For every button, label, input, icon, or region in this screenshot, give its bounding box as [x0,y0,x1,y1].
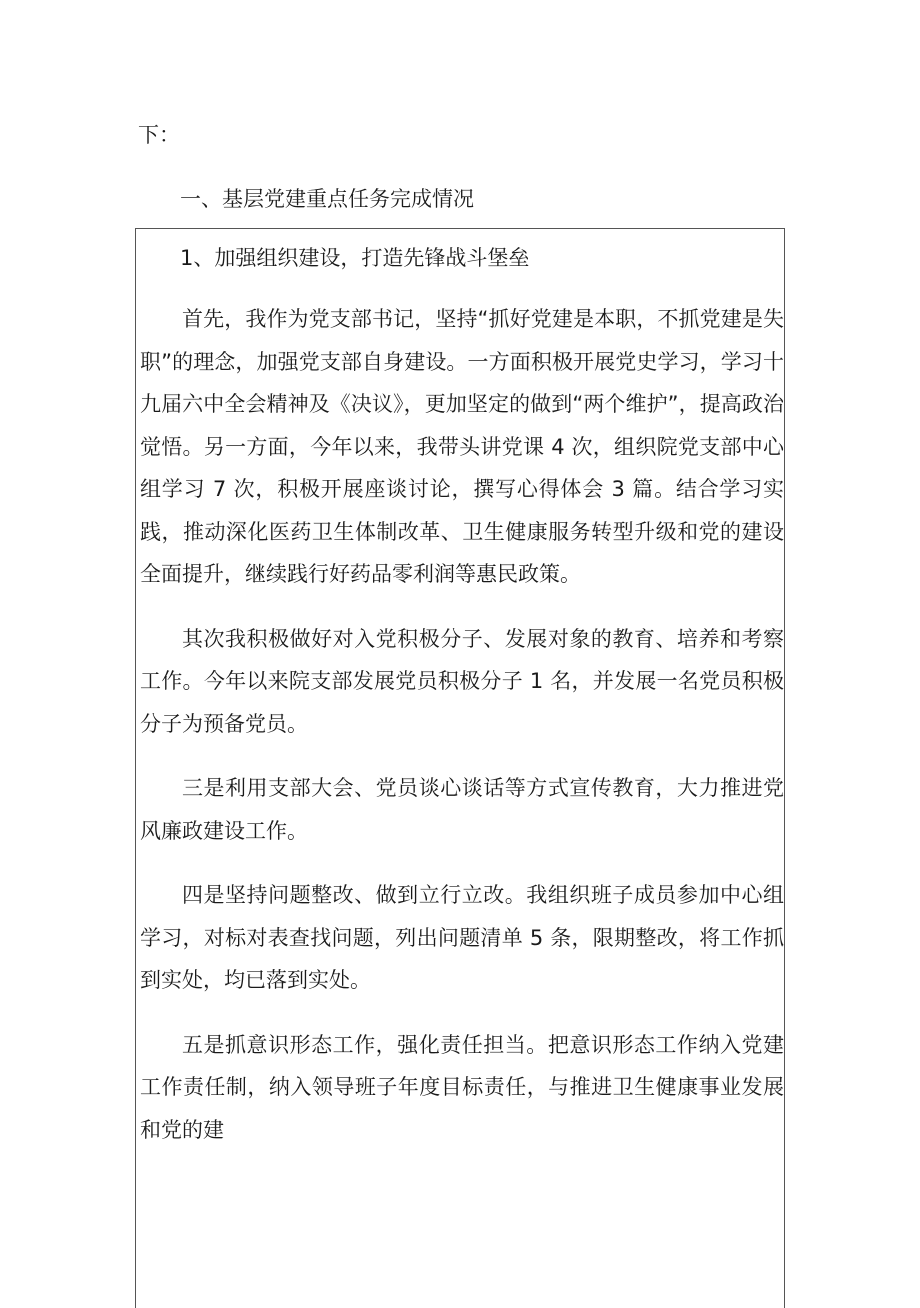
paragraph: 首先，我作为党支部书记，坚持“抓好党建是本职，不抓党建是失职”的理念，加强党支部自身建设。一方面积极开展党史学习，学习十九届六中全会精神及《决议》，更加坚定的做到“两个维护”，提高政治觉悟。另一方面，今年以来，我带头讲党课 4 次，组织院党支部中心组学习 7 次，积极开展座谈讨论，撰写心得体会 3 篇。结合学习实践，推动深化医药卫生体制改革、卫生健康服务转型升级和党的建设全面提升，继续践行好药品零利润等惠民政策。 [140,307,784,586]
section-heading: 一、基层党建重点任务完成情况 [180,187,474,211]
content-table-cell [135,228,785,1308]
paragraph: 其次我积极做好对入党积极分子、发展对象的教育、培养和考察工作。今年以来院支部发展党员积极分子 1 名，并发展一名党员积极分子为预备党员。 [140,626,784,736]
paragraph: 五是抓意识形态工作，强化责任担当。把意识形态工作纳入党建工作责任制，纳入领导班子年度目标责任，与推进卫生健康事业发展和党的建 [140,1032,784,1142]
paragraph: 四是坚持问题整改、做到立行立改。我组织班子成员参加中心组学习，对标对表查找问题，列出问题清单 5 条，限期整改，将工作抓到实处，均已落到实处。 [140,883,784,992]
subsection-heading: 1、加强组织建设，打造先锋战斗堡垒 [180,246,530,270]
paragraph: 三是利用支部大会、党员谈心谈话等方式宣传教育，大力推进党风廉政建设工作。 [140,776,784,843]
continuation-text: 下： [138,123,180,147]
content-body [140,241,784,1174]
